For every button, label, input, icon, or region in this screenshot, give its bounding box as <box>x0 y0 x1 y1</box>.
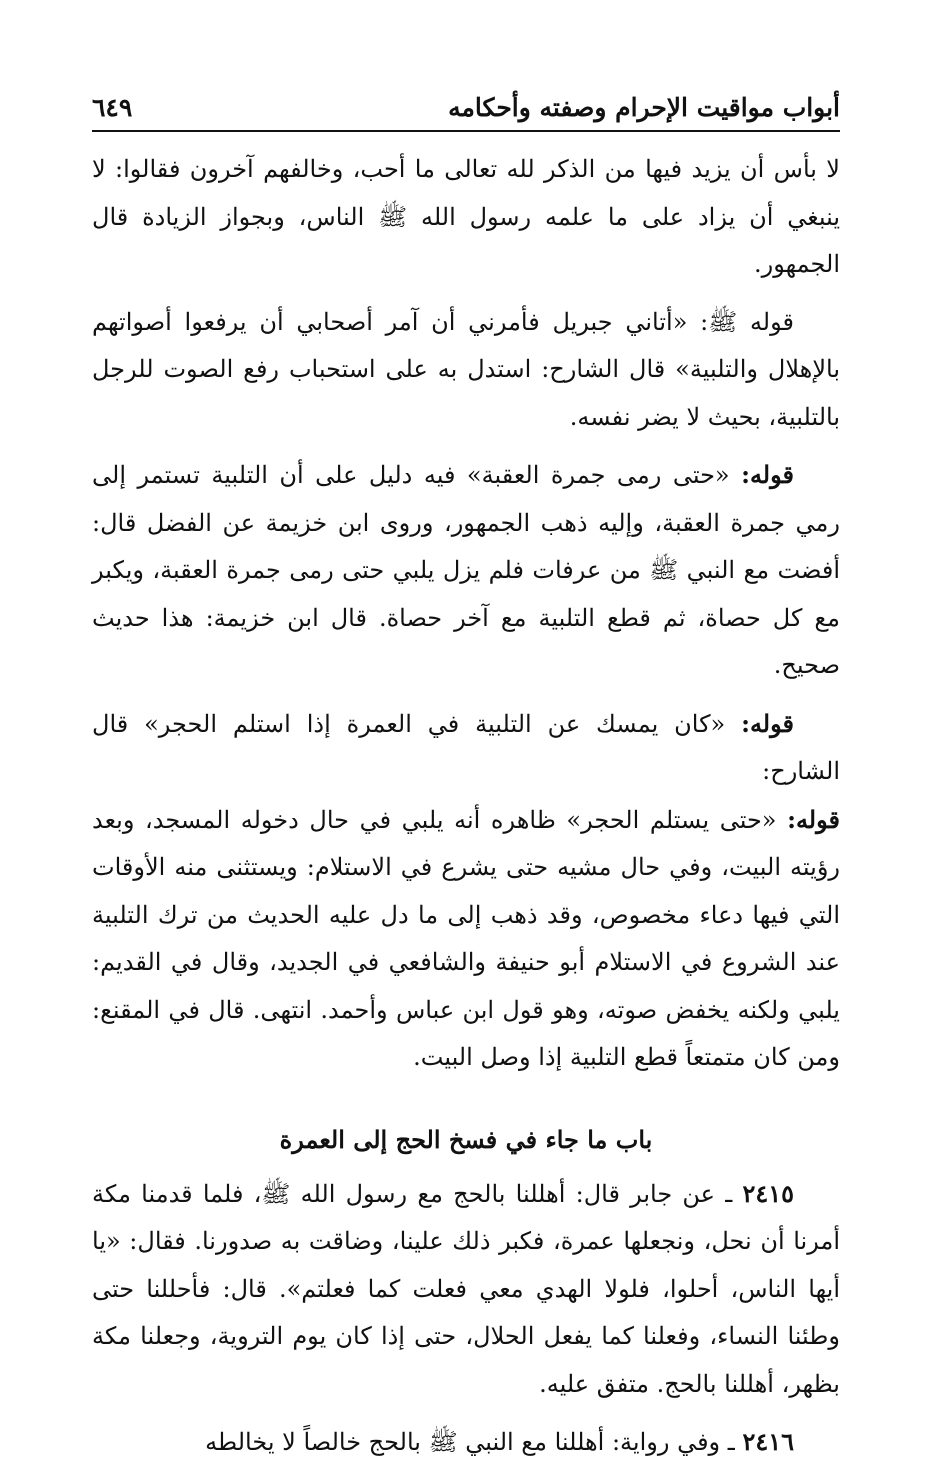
hadith-number: ٢٤١٦ <box>742 1427 794 1456</box>
paragraph-2 <box>92 299 840 442</box>
document-page <box>92 84 840 1477</box>
paragraph-lead: قوله: <box>741 460 794 489</box>
page-number: ٦٤٩ <box>92 92 133 122</box>
hadith-text: ـ وفي رواية: أهللنا مع النبي ﷺ بالحج خالصاً لا يخالطه <box>205 1428 743 1456</box>
paragraph-text-2: «حتى يستلم الحجر» ظاهره أنه يلبي في حال دخوله المسجد، وبعد رؤيته البيت، وفي حال مشيه حتى يشرع في الاستلام: ويستثنى منه الأوقات التي فيها دعاء مخصوص، وقد ذهب إلى ما دل عليه الحديث من ترك التلبية عند الشروع في الاستلام أبو حنيفة والشافعي في الجديد، وقال في القديم: يلبي ولكنه يخفض صوته، وهو قول ابن عباس وأحمد. انتهى. قال في المقنع: ومن كان متمتعاً قطع التلبية إذا وصل البيت. <box>92 805 840 1071</box>
section-heading: باب ما جاء في فسخ الحج إلى العمرة <box>279 1124 653 1154</box>
paragraph-4 <box>92 700 840 1082</box>
paragraph-text: «حتى رمى جمرة العقبة» فيه دليل على أن التلبية تستمر إلى رمي جمرة العقبة، وإليه ذهب الجمهور، وروى ابن خزيمة عن الفضل قال: أفضت مع النبي ﷺ من عرفات فلم يزل يلبي حتى رمى جمرة العقبة، ويكبر مع كل حصاة، ثم قطع التلبية مع آخر حصاة. قال ابن خزيمة: هذا حديث صحيح. <box>92 461 841 679</box>
hadith-number: ٢٤١٥ <box>742 1178 794 1208</box>
hadith-2416 <box>92 1418 840 1467</box>
paragraph-lead-2: قوله: <box>787 804 840 834</box>
hadith-text: ـ عن جابر قال: أهللنا بالحج مع رسول الله ﷺ، فلما قدمنا مكة أمرنا أن نحل، ونجعلها عمرة، فكبر ذلك علينا، وضاقت به صدورنا. فقال: «يا أيها الناس، أحلوا، فلولا الهدي معي فعلت كما فعلتم». قال: فأحللنا حتى وطئنا النساء، وفعلنا كما يفعل الحلال، حتى إذا كان يوم التروية، وجعلنا مكة بظهر، أهللنا بالحج. متفق عليه. <box>92 1179 840 1398</box>
hadith-2415 <box>92 1170 840 1409</box>
paragraph-lead: قوله: <box>741 708 794 738</box>
page-body <box>92 146 840 1467</box>
page-header <box>92 84 840 132</box>
running-title: أبواب مواقيت الإحرام وصفته وأحكامه <box>448 92 840 122</box>
paragraph-text: قوله ﷺ: «أتاني جبريل فأمرني أن آمر أصحابي أن يرفعوا أصواتهم بالإهلال والتلبية» قال الشارح: استدل به على استحباب رفع الصوت للرجل بالتلبية، بحيث لا يضر نفسه. <box>92 307 840 431</box>
paragraph-3 <box>92 451 840 690</box>
paragraph-text: «كان يمسك عن التلبية في العمرة إذا استلم الحجر» قال الشارح: <box>92 709 840 785</box>
paragraph-1 <box>92 146 840 289</box>
paragraph-text: لا بأس أن يزيد فيها من الذكر لله تعالى ما أحب، وخالفهم آخرون فقالوا: لا ينبغي أن يزاد على ما علمه رسول الله ﷺ الناس، وبجواز الزيادة قال الجمهور. <box>92 155 840 278</box>
